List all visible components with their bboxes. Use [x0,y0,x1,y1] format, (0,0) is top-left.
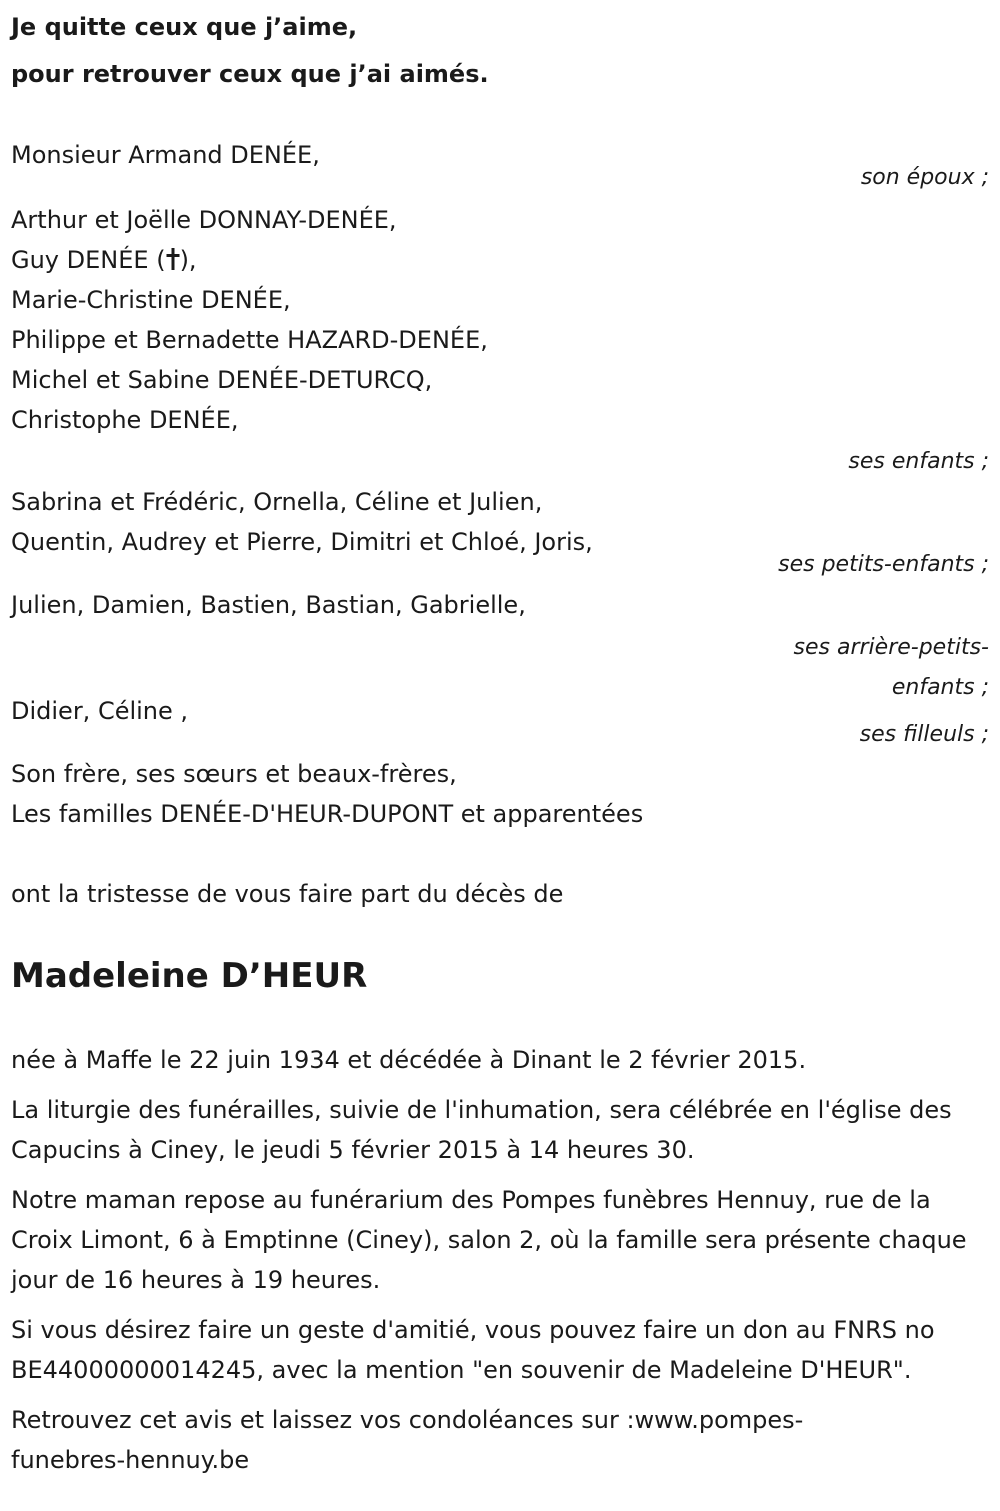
announcement-text: ont la tristesse de vous faire part du décès de [11,880,564,908]
birth-death-paragraph: née à Maffe le 22 juin 1934 et décédée à Dinant le 2 février 2015. [11,1046,807,1074]
child-name-guy-suffix: ), [179,246,197,274]
epigraph-line-1: Je quitte ceux que j’aime, [11,13,358,41]
other-relatives-line: Son frère, ses sœurs et beaux-frères, [11,760,457,788]
spouse-name: Monsieur Armand DENÉE, [11,141,320,169]
obituary-notice [11,0,991,1480]
greatgrandchildren-relation-line-2: enfants ; [891,675,989,700]
deceased-cross-icon [166,247,180,271]
donation-paragraph: Si vous désirez faire un geste d'amitié, vous pouvez faire un don au FNRS no BE44000000014245, avec la mention "en souvenir de Madeleine D'HEUR". [11,1316,935,1384]
deceased-name: Madeleine D’HEUR [11,956,368,996]
greatgrandchildren-relation-line-1: ses arrière-petits- [793,635,989,660]
greatgrandchildren-group [11,585,991,708]
child-name: Christophe DENÉE, [11,406,239,434]
funerarium-paragraph: Notre maman repose au funérarium des Pompes funèbres Hennuy, rue de la Croix Limont, 6 à Emptinne (Ciney), salon 2, où la famille sera présente chaque jour de 16 heures à 19 heures. [11,1186,967,1294]
grandchild-names: Quentin, Audrey et Pierre, Dimitri et Chloé, Joris, [11,528,593,556]
website-paragraph [11,1400,986,1480]
child-name: Marie-Christine DENÉE, [11,286,291,314]
spouse-group [11,135,991,198]
website-line-1: Retrouvez cet avis et laissez vos condoléances sur :www.pompes- [11,1406,804,1434]
godchildren-relation: ses filleuls ; [859,722,989,747]
spouse-relation: son époux ; [860,165,989,190]
child-name: Michel et Sabine DENÉE-DETURCQ, [11,366,433,394]
website-line-2: funebres-hennuy.be [11,1446,250,1474]
child-name: Philippe et Bernadette HAZARD-DENÉE, [11,326,488,354]
epigraph-line-2: pour retrouver ceux que j’ai aimés. [11,60,489,88]
epigraph [11,4,991,98]
child-name-guy-text: Guy DENÉE ( [11,246,166,274]
children-group [11,200,991,482]
child-name-guy [11,240,991,280]
godchildren-group [11,691,991,755]
child-name: Arthur et Joëlle DONNAY-DENÉE, [11,206,397,234]
godchild-names: Didier, Céline , [11,697,189,725]
other-relatives-line: Les familles DENÉE-D'HEUR-DUPONT et apparentées [11,800,644,828]
other-relatives-group [11,754,991,834]
grandchildren-relation: ses petits-enfants ; [778,552,989,577]
grandchildren-group [11,482,991,585]
greatgrandchild-names: Julien, Damien, Bastien, Bastian, Gabrielle, [11,591,526,619]
children-relation: ses enfants ; [848,449,989,474]
grandchild-names: Sabrina et Frédéric, Ornella, Céline et Julien, [11,488,543,516]
liturgy-paragraph: La liturgie des funérailles, suivie de l'inhumation, sera célébrée en l'église des Capucins à Ciney, le jeudi 5 février 2015 à 14 heures 30. [11,1096,952,1164]
